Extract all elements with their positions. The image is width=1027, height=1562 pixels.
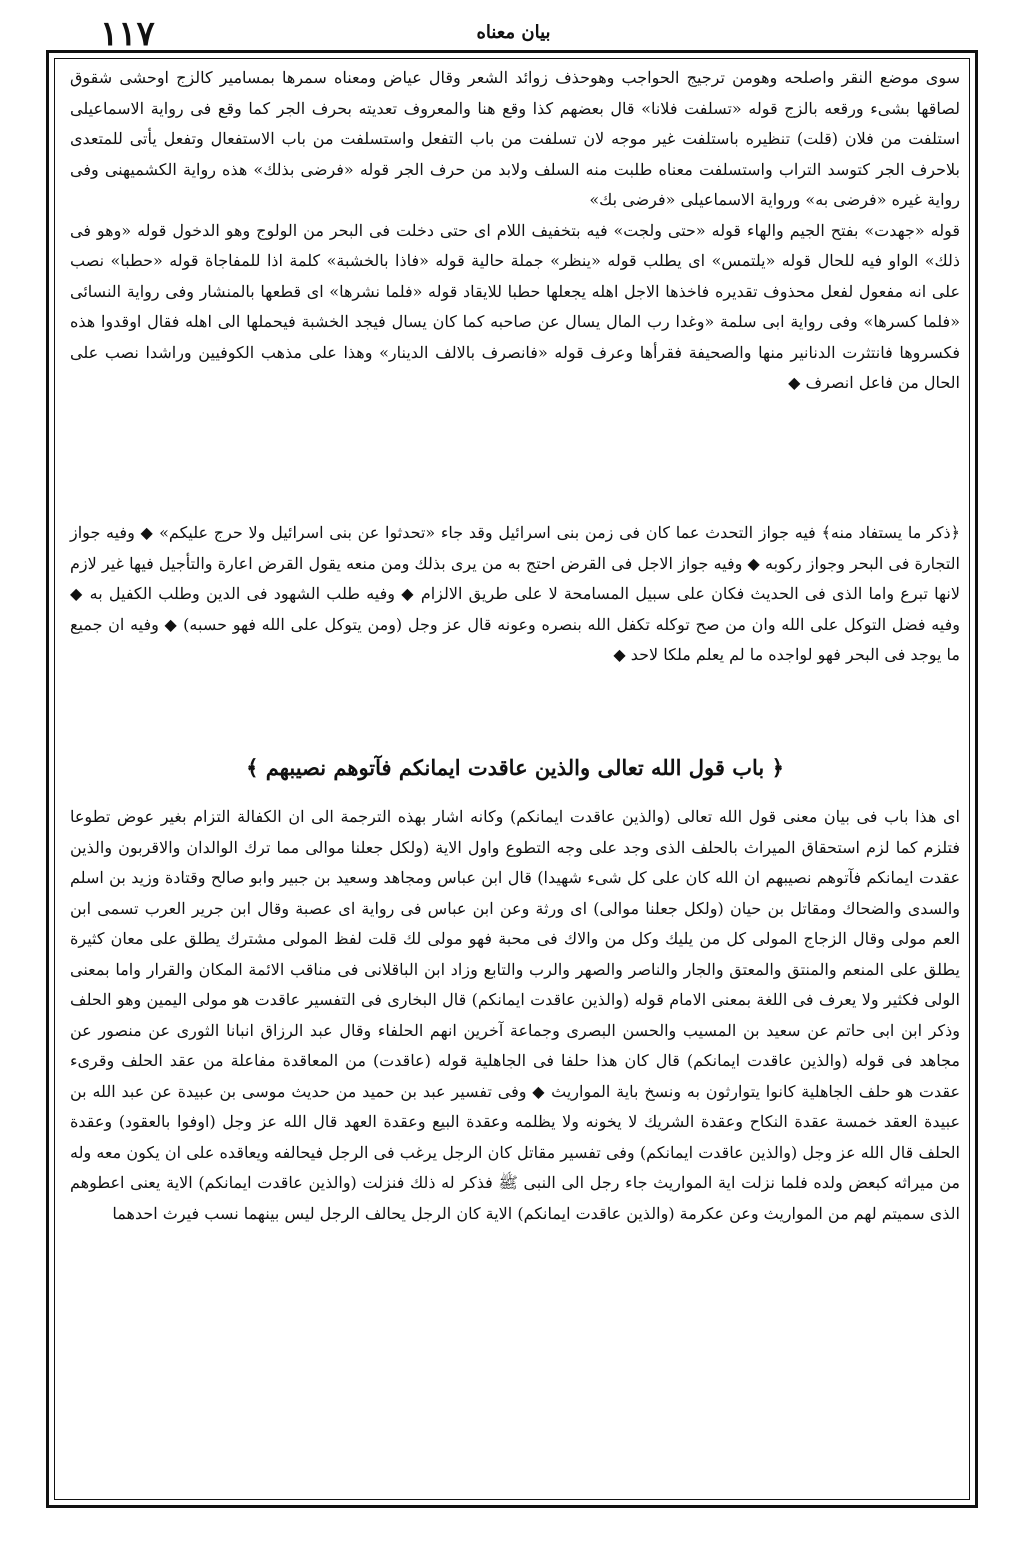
- commentary-block-2: [70, 518, 960, 671]
- paragraph: قوله «جهدت» بفتح الجيم والهاء قوله «حتی ولجت» فيه بتخفيف اللام ای حتی دخلت فی البحر من الولوج وهو الدخول قوله «وهو فی ذلك» الواو فيه للحال قوله «يلتمس» ای يطلب قوله «ينظر» جملة حالية قوله «فاذا بالخشبة» كلمة اذا للمفاجاة قوله «حطبا» نصب علی انه مفعول لفعل محذوف تقديره فاخذها الاجل اهله يجعلها حطبا للايقاد قوله «فلما نشرها» ای قطعها بالمنشار وفی رواية النسائی «فلما كسرها» وفی رواية ابی سلمة «وغدا رب المال يسال عن صاحبه كما كان يسال فيجد الخشبة فيحملها الی اهله فقال اوقدوا هذه فكسروها فانتثرت الدنانير منها والصحيفة فقرأها وعرف قوله «فانصرف بالالف الدينار» وهذا علی مذهب الكوفيين وراشدا نصب علی الحال من فاعل انصرف ◆: [70, 220, 961, 392]
- commentary-block-1: [70, 63, 960, 399]
- paragraph: ای هذا باب فی بيان معنی قول الله تعالی (والذين عاقدت ايمانكم) وكانه اشار بهذه الترجمة الی ان الكفالة التزام بغير عوض تطوعا فتلزم كما لزم استحقاق الميراث بالحلف الذی وجد علی وجه التطوع واول الاية (ولكل جعلنا موالی مما ترك الوالدان والاقربون والذين عقدت ايمانكم فآتوهم نصيبهم ان الله كان علی كل شیء شهيدا) قال ابن عباس ومجاهد وسعيد بن جبير وابو صالح وقتادة وزيد بن اسلم والسدی والضحاك ومقاتل بن حيان (ولكل جعلنا موالی) ای ورثة وعن ابن عباس فی رواية ای عصبة وقال ابن جرير العرب تسمی ابن العم مولی وقال الزجاج المولی كل من يليك وكل من والاك فی محبة فهو مولی لك قلت لفظ المولی مشترك يطلق علی معان كثيرة يطلق علی المنعم والمنتق والمعتق والجار والناصر والصهر والرب والتابع وزاد ابن الباقلانی فی مناقب الائمة المكان والقرار واما بمعنی الولی فكثير ولا يعرف فی اللغة بمعنی الامام قوله (والذين عاقدت ايمانكم) قال البخاری فی التفسير عاقدت هو مولی اليمين وهو الحلف وذكر ابن ابی حاتم عن سعيد بن المسيب والحسن البصری وجماعة آخرين انهم الحلفاء وقال عبد الرزاق انبانا الثوری عن منصور عن مجاهد فی قوله (والذين عاقدت ايمانكم) قال كان هذا حلفا فی الجاهلية قوله (عاقدت) من المعاقدة مفاعلة من عقد الحلف وقریء عقدت هو حلف الجاهلية كانوا يتوارثون به ونسخ باية المواريث ◆ وفی تفسير عبد بن حميد من حديث موسی بن عبيدة عن عبد الله بن عبيدة العقد خمسة عقدة النكاح وعقدة الشريك لا يخونه ولا يظلمه وعقدة البيع وعقدة العهد قال الله عز وجل (اوفوا بالعقود) وعقدة الحلف قال الله عز وجل (والذين عاقدت ايمانكم) وفی تفسير مقاتل كان الرجل يرغب فی الرجل فيحالفه ويعاقده علی ان يكون معه وله من ميراثه كبعض ولده فلما نزلت اية المواريث جاء رجل الی النبی ﷺ فذكر له ذلك فنزلت (والذين عاقدت ايمانكم) الاية يعنی اعطوهم الذی سميتم لهم من المواريث وعن عكرمة (والذين عاقدت ايمانكم) الاية كان الرجل يحالف الرجل ليس بينهما نسب فيرث احدهما: [70, 807, 961, 1223]
- running-header: بيان معناه: [476, 22, 551, 43]
- commentary-block-3: [70, 802, 960, 1229]
- chapter-heading: ﴿ باب قول الله تعالی والذين عاقدت ايمانكم فآتوهم نصيبهم ﴾: [246, 755, 784, 780]
- page-number: ١١٧: [100, 14, 155, 54]
- paragraph: سوی موضع النقر واصلحه وهومن ترجيج الحواجب وهوحذف زوائد الشعر وقال عياض ومعناه سمرها بمسامير كالزج اوحشى شقوق لصاقها بشیء ورقعه بالزج قوله «تسلفت فلانا» قال بعضهم كذا وقع هنا والمعروف تعديته بحرف الجر كما وقع فی رواية الاسماعيلی استلفت من فلان (قلت) تنظيره باستلفت غير موجه لان تسلفت من باب التفعل واستسلفت من باب الاستفعال وتفعل يأتی للمتعدی بلاحرف الجر كتوسد التراب واستسلفت معناه طلبت منه السلف ولابد من حرف الجر قوله «فرضی بذلك» هذه رواية الكشميهنی وفی رواية غيره «فرضی به» ورواية الاسماعيلی «فرضی بك»: [70, 68, 960, 209]
- paragraph: ﴿ذكر ما يستفاد منه﴾ فيه جواز التحدث عما كان فی زمن بنی اسرائيل وقد جاء «تحدثوا عن بنی اسرائيل ولا حرج عليكم» ◆ وفيه جواز التجارة فی البحر وجواز ركوبه ◆ وفيه جواز الاجل فی القرض احتج به من يری بذلك ومن منعه يقول القرض اعارة والتأجيل فيها غير لازم لانها تبرع واما الذی فی الحديث فكان علی سبيل المسامحة لا علی طريق الالزام ◆ وفيه طلب الشهود فی الدين وطلب الكفيل به ◆ وفيه فضل التوكل علی الله وان من صح توكله تكفل الله بنصره وعونه قال عز وجل (ومن يتوكل علی الله فهو حسبه) ◆ وفيه ان جميع ما يوجد فی البحر فهو لواجده ما لم يعلم ملكا لاحد ◆: [70, 523, 960, 664]
